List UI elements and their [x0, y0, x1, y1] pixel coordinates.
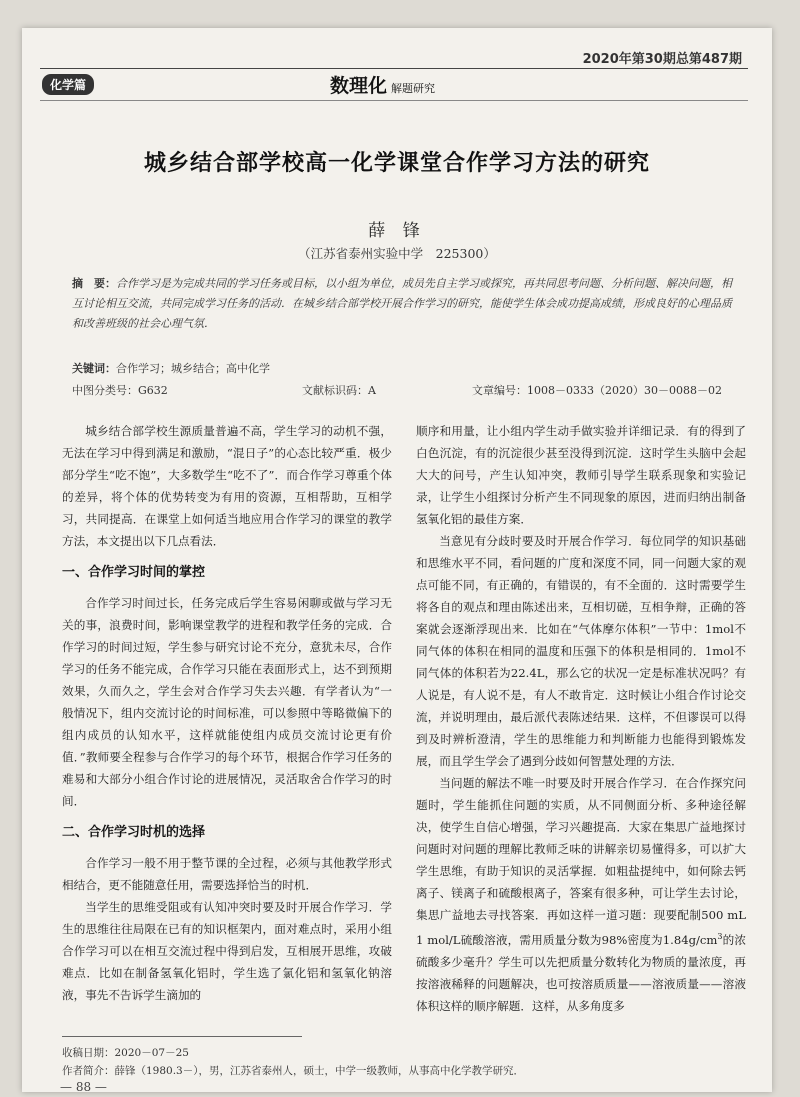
- footnote-rule: [62, 1036, 302, 1037]
- right-column: [416, 420, 746, 1017]
- intro-paragraph: 城乡结合部学校生源质量普遍不高，学生学习的动机不强，无法在学习中得到满足和激励，“混日子”的心态比较严重．极少部分学生“吃不饱”，大多数学生“吃不了”．而合作学习尊重个体的差异，将个体的优势转变为有用的资源，互相帮助，互相学习，共同提高．在课堂上如何适当地应用合作学习的课堂的教学方法，本文提出以下几点看法．: [62, 424, 392, 548]
- section-tag: 化学篇: [42, 74, 94, 95]
- header-rule-lower: [40, 100, 748, 101]
- clc-number: 中图分类号：G632: [72, 384, 168, 397]
- multiple-solutions-paragraph: [416, 772, 746, 1017]
- page-number: — 88 —: [60, 1080, 107, 1094]
- continued-paragraph: 顺序和用量，让小组内学生动手做实验并详细记录．有的得到了白色沉淀，有的沉淀很少甚至没得到沉淀．这时学生头脑中会起大大的问号，产生认知冲突，教师引导学生联系现象和实验记录，让学生小组探讨分析产生不同现象的原因，进而归纳出制备氢氧化铝的最佳方案．: [416, 424, 746, 526]
- section-2-paragraph-2: 当学生的思维受阻或有认知冲突时要及时开展合作学习．学生的思维往往局限在已有的知识框架内，面对难点时，采用小组合作学习可以在相互交流过程中得到启发，互相展开思维，攻破难点．比如在制备氢氧化铝时，学生选了氯化铝和氢氧化钠溶液，事先不告诉学生滴加的: [62, 900, 392, 1002]
- left-column: [62, 420, 392, 1006]
- header-rule: [40, 68, 748, 69]
- section-1-paragraph: 合作学习时间过长，任务完成后学生容易闲聊或做与学习无关的事，浪费时间，影响课堂教学的进程和教学任务的完成．合作学习的时间过短，学生参与研究讨论不充分，意犹未尽，合作学习的任务不能完成，合作学习只能在表面形式上，达不到预期效果，久而久之，学生会对合作学习失去兴趣．有学者认为“一般情况下，组内交流讨论的时间标准，可以参照中等略微偏下的组内成员的认知水平，这样就能使组内成员交流讨论更有价值．”教师要全程参与合作学习的每个环节，根据合作学习任务的难易和大部分小组合作讨论的进展情况，灵活取舍合作学习的时间．: [62, 596, 392, 808]
- received-date: 收稿日期：2020－07－25: [62, 1047, 189, 1059]
- keywords: [72, 360, 270, 376]
- footnote: [62, 1044, 524, 1080]
- paragraph-part-a: 当问题的解法不唯一时要及时开展合作学习．在合作探究问题时，学生能抓住问题的实质，从不同侧面分析、多种途径解决，使学生自信心增强，学习兴趣提高．大家在集思广益地探讨问题时对问题的理解比教师乏味的讲解亲切易懂得多，可以扩大学生思维，有助于知识的灵活掌握．如粗盐提纯中，如何除去钙离子、镁离子和硫酸根离子，答案有很多种，可让学生去讨论，集思广益地去寻找答案．再如这样一道习题：现要配制500 mL 1 mol/L硫酸溶液，需用质量分数为98%密度为1.84g/cm: [416, 776, 746, 947]
- journal-page: [22, 28, 772, 1092]
- column-subtitle: 解题研究: [391, 82, 436, 95]
- paragraph-part-b: 的浓硫酸多少毫升？学生可以先把质量分数转化为物质的量浓度，再按溶液稀释的问题解决，也可按溶质质量——溶液质量——溶液体积这样的顺序解题．这样，从多角度多: [416, 932, 746, 1013]
- abstract-text: 合作学习是为完成共同的学习任务或目标，以小组为单位，成员先自主学习或探究，再共同思考问题、分析问题、解决问题，相互讨论相互交流，共同完成学习任务的活动．在城乡结合部学校开展合作学习的研究，能使学生体会成功提高成绩，形成良好的心理品质和改善班级的社会心理气氛．: [72, 277, 732, 330]
- abstract-label: 摘 要：: [72, 277, 116, 290]
- superscript: 3: [717, 932, 723, 941]
- keywords-text: 合作学习；城乡结合；高中化学: [116, 362, 270, 375]
- section-2-paragraph-1: 合作学习一般不用于整节课的全过程，必须与其他教学形式相结合，更不能随意任用，需要选择恰当的时机．: [62, 856, 392, 892]
- article-title: 城乡结合部学校高一化学课堂合作学习方法的研究: [143, 151, 650, 176]
- author-name: 薛 锋: [368, 221, 426, 241]
- abstract: [72, 274, 732, 334]
- document-code: 文献标识码：A: [302, 384, 376, 397]
- column-title: [330, 71, 435, 98]
- author-bio: 作者简介：薛锋（1980.3－），男，江苏省泰州人，硕士，中学一级教师，从事高中化学教学研究．: [62, 1065, 524, 1077]
- section-heading-2: 二、合作学习时机的选择: [62, 825, 206, 840]
- keywords-label: 关键词：: [72, 362, 116, 375]
- column-title-text: 数理化: [330, 75, 388, 97]
- section-heading-1: 一、合作学习时间的掌控: [62, 565, 206, 580]
- disagreement-paragraph: 当意见有分歧时要及时开展合作学习．每位同学的知识基础和思维水平不同，看问题的广度和深度不同，同一问题大家的观点可能不同，有正确的，有错误的，有不全面的．这时需要学生将各自的观点和理由陈述出来，互相切磋，互相争辩，正确的答案就会逐渐浮现出来．比如在“气体摩尔体积”一节中：1mol不同气体的体积在相同的温度和压强下的体积是相同的．1mol不同气体的体积若为22.4L，那么它的状况一定是标准状况吗？有人说是，有人说不是，有人不敢肯定．这时候让小组合作讨论交流，并说明理由，最后派代表陈述结果．这样，不但谬误可以得到及时辨析澄清，学生的思维能力和判断能力也能得到锻炼发展，而且学生学会了遇到分歧如何智慧处理的方法．: [416, 534, 746, 768]
- author-affiliation: （江苏省泰州实验中学 225300）: [298, 246, 496, 261]
- issue-info: 2020年第30期总第487期: [582, 52, 742, 67]
- article-number: 文章编号：1008－0333（2020）30－0088－02: [472, 384, 722, 397]
